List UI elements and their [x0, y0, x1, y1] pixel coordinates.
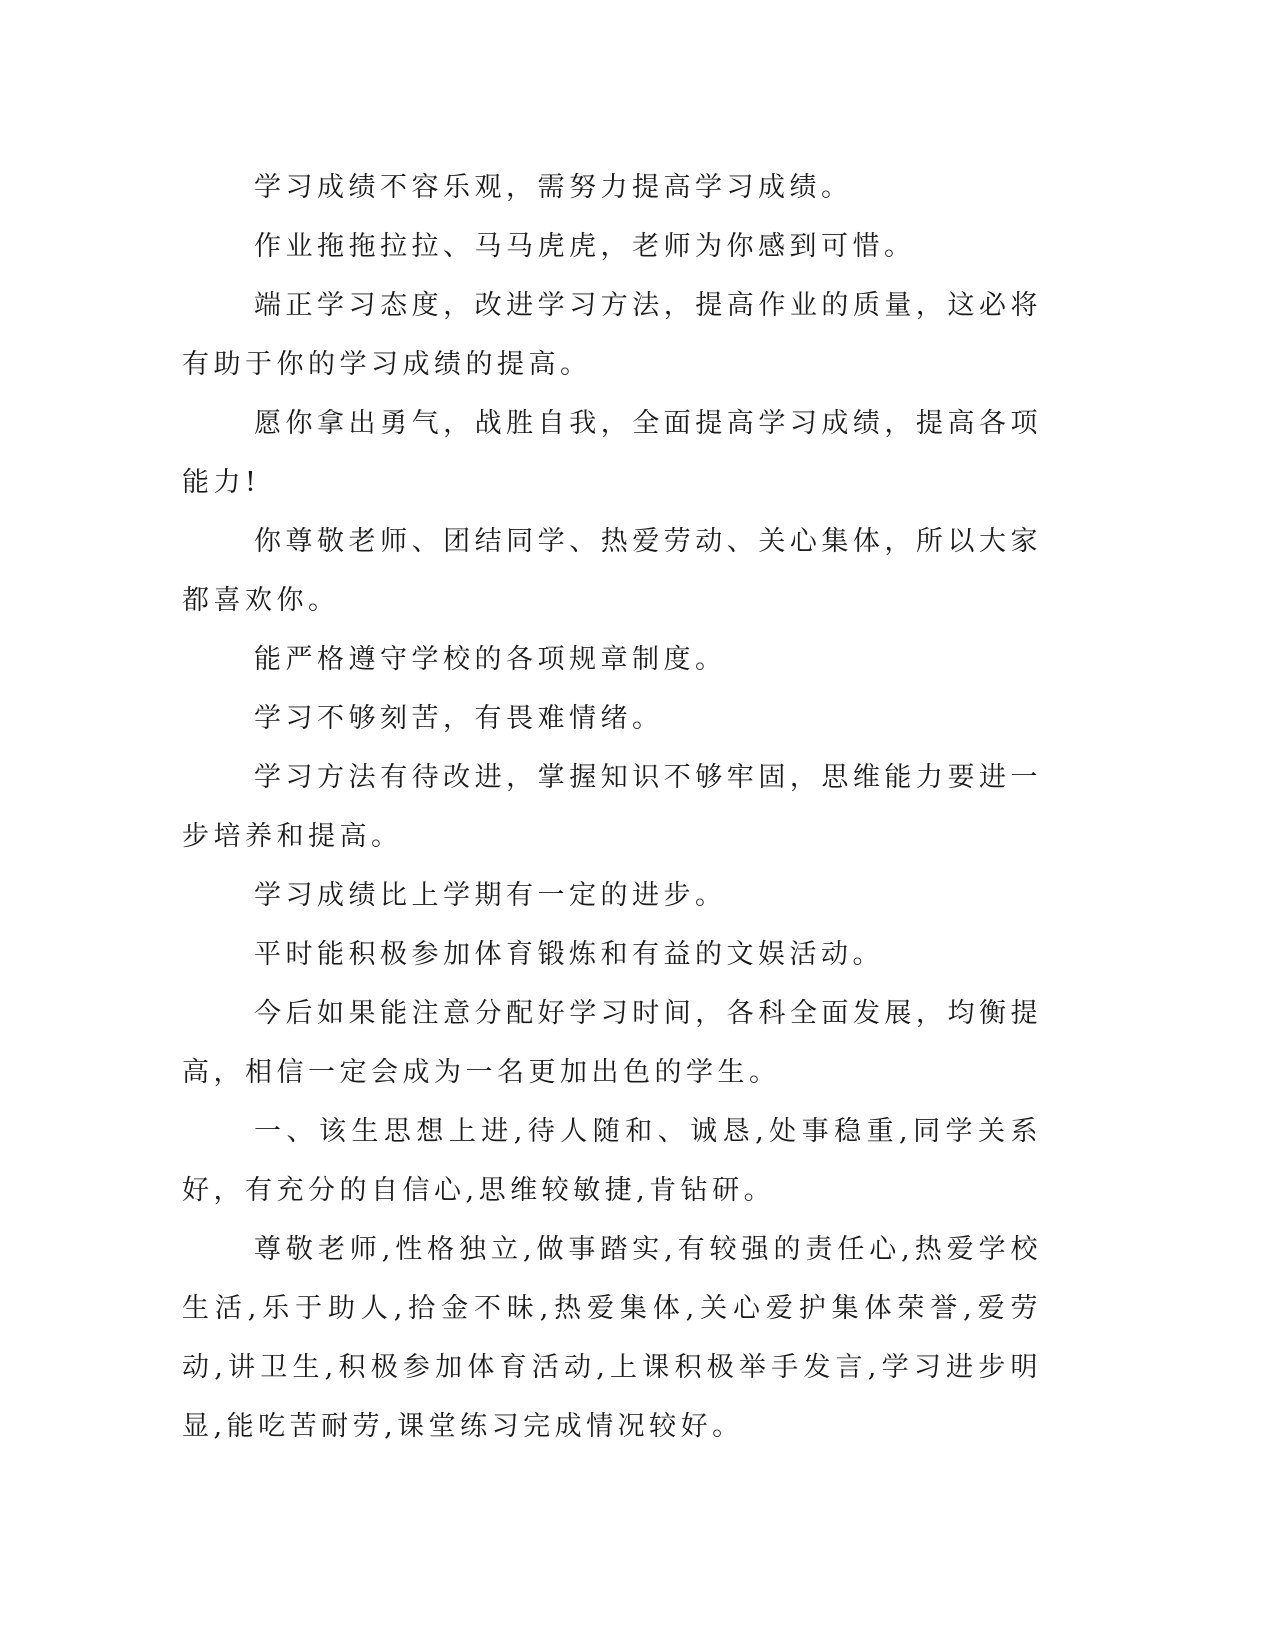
paragraph-13: 尊敬老师,性格独立,做事踏实,有较强的责任心,热爱学校生活,乐于助人,拾金不昧,热爱集体,关心爱护集体荣誉,爱劳动,讲卫生,积极参加体育活动,上课积极举手发言,学习进步明显,能吃苦耐劳,课堂练习完成情况较好。: [182, 1234, 1042, 1442]
paragraph-12: 一、该生思想上进,待人随和、诚恳,处事稳重,同学关系好，有充分的自信心,思维较敏捷,肯钻研。: [182, 1116, 1042, 1206]
paragraph-3: 端正学习态度，改进学习方法，提高作业的质量，这必将有助于你的学习成绩的提高。: [182, 290, 1042, 380]
paragraph-11: 今后如果能注意分配好学习时间，各科全面发展，均衡提高，相信一定会成为一名更加出色的学生。: [182, 998, 1042, 1088]
paragraph-4: 愿你拿出勇气，战胜自我，全面提高学习成绩，提高各项能力!: [182, 408, 1042, 498]
paragraph-9: 学习成绩比上学期有一定的进步。: [254, 880, 727, 911]
document-body: [182, 158, 1042, 1456]
paragraph-1: 学习成绩不容乐观，需努力提高学习成绩。: [254, 172, 853, 203]
paragraph-6: 能严格遵守学校的各项规章制度。: [254, 644, 727, 675]
paragraph-8: 学习方法有待改进，掌握知识不够牢固，思维能力要进一步培养和提高。: [182, 762, 1042, 852]
paragraph-5: 你尊敬老师、团结同学、热爱劳动、关心集体，所以大家都喜欢你。: [182, 526, 1042, 616]
paragraph-2: 作业拖拖拉拉、马马虎虎，老师为你感到可惜。: [254, 231, 916, 262]
paragraph-10: 平时能积极参加体育锻炼和有益的文娱活动。: [254, 939, 884, 970]
paragraph-7: 学习不够刻苦，有畏难情绪。: [254, 703, 664, 734]
